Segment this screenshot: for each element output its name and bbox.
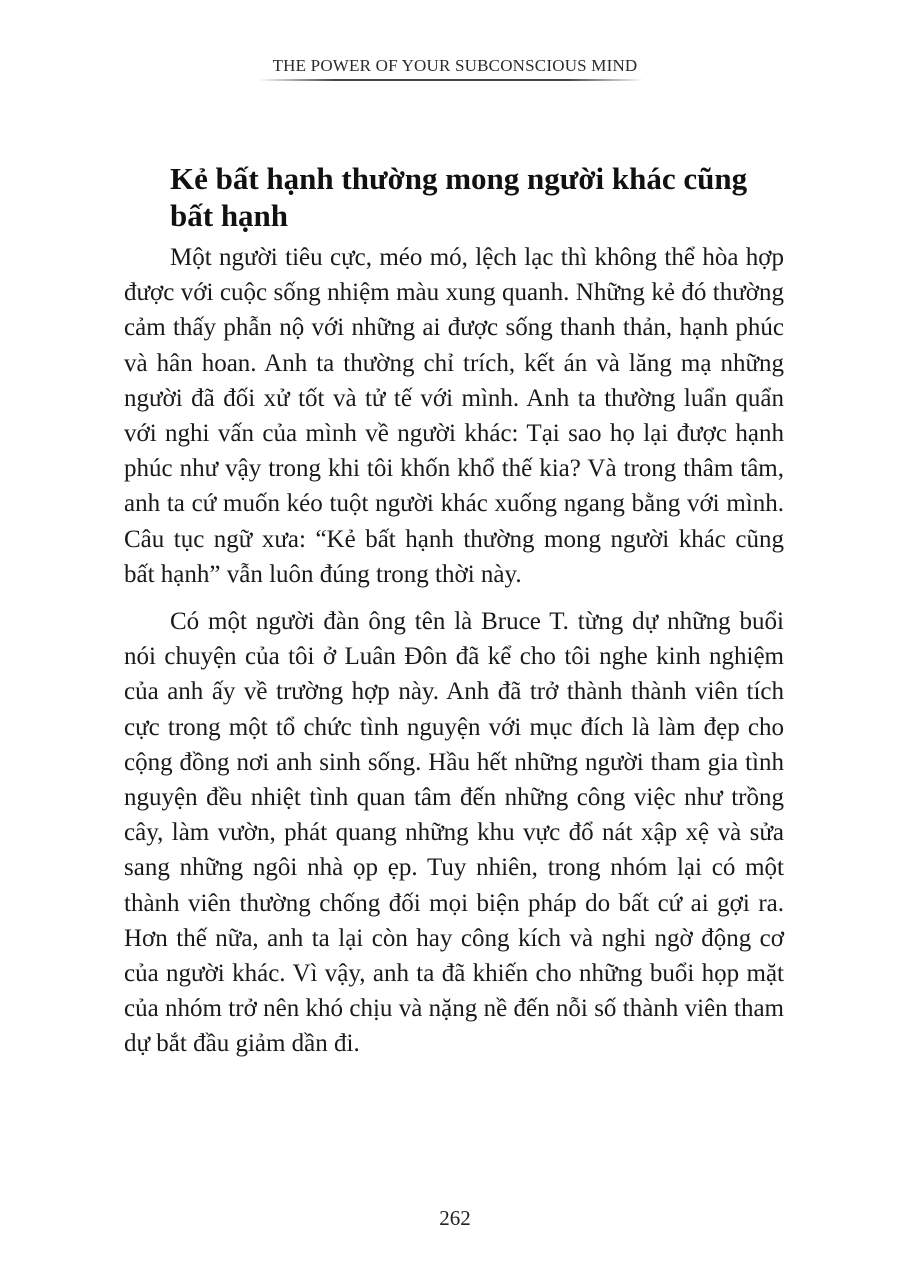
paragraph-2: Có một người đàn ông tên là Bruce T. từng dự những buổi nói chuyện của tôi ở Luân Đôn đã kể cho tôi nghe kinh nghiệm của anh ấy về trường hợp này. Anh đã trở thành thành viên tích cực trong một tổ chức tình nguyện với mục đích là làm đẹp cho cộng đồng nơi anh sinh sống. Hầu hết những người tham gia tình nguyện đều nhiệt tình quan tâm đến những công việc như trồng cây, làm vườn, phát quang những khu vực đổ nát xập xệ và sửa sang những ngôi nhà ọp ẹp. Tuy nhiên, trong nhóm lại có một thành viên thường chống đối mọi biện pháp do bất cứ ai gợi ra. Hơn thế nữa, anh ta lại còn hay công kích và nghi ngờ động cơ của người khác. Vì vậy, anh ta đã khiến cho những buổi họp mặt của nhóm trở nên khó chịu và nặng nề đến nỗi số thành viên tham dự bắt đầu giảm dần đi. (124, 608, 784, 1058)
running-head-rule (258, 79, 644, 81)
section-heading: Kẻ bất hạnh thường mong người khác cũng bất hạnh (170, 161, 748, 233)
page-number: 262 (439, 1206, 471, 1230)
page-body (124, 160, 784, 1062)
paragraph-1: Một người tiêu cực, méo mó, lệch lạc thì không thể hòa hợp được với cuộc sống nhiệm màu xung quanh. Những kẻ đó thường cảm thấy phẫn nộ với những ai được sống thanh thản, hạnh phúc và hân hoan. Anh ta thường chỉ trích, kết án và lăng mạ những người đã đối xử tốt và tử tế với mình. Anh ta thường luẩn quẩn với nghi vấn của mình về người khác: Tại sao họ lại được hạnh phúc như vậy trong khi tôi khốn khổ thế kia? Và trong thâm tâm, anh ta cứ muốn kéo tuột người khác xuống ngang bằng với mình. Câu tục ngữ xưa: “Kẻ bất hạnh thường mong người khác cũng bất hạnh” vẫn luôn đúng trong thời này. (124, 244, 784, 588)
running-head: THE POWER OF YOUR SUBCONSCIOUS MIND (272, 56, 638, 75)
